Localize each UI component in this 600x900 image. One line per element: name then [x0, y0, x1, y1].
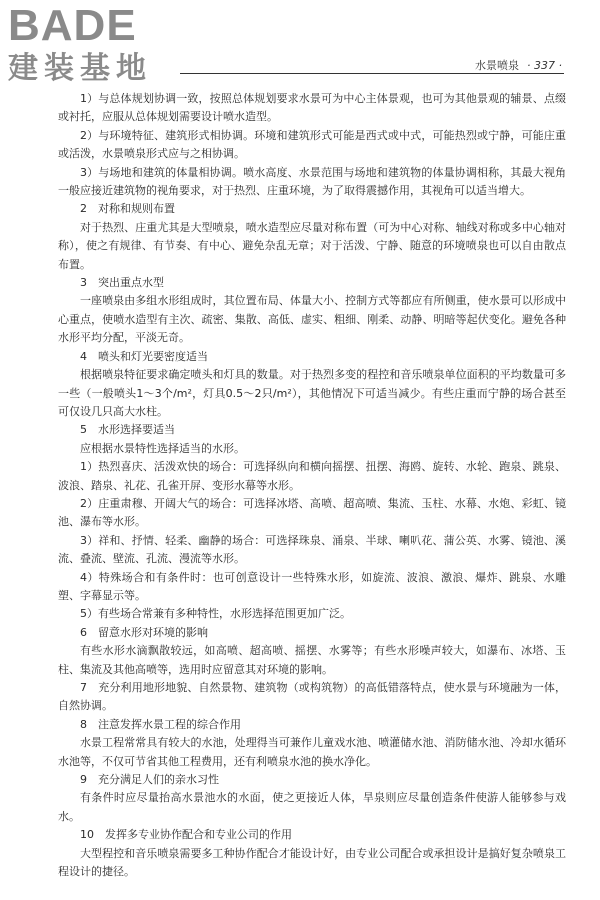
paragraph: 1）热烈喜庆、活泼欢快的场合：可选择纵向和横向摇摆、扭摆、海鸥、旋转、水轮、跑泉、跳泉、波浪、踏泉、礼花、孔雀开屏、变形水幕等水形。: [58, 460, 566, 492]
paragraph: 3）祥和、抒情、轻柔、幽静的场合：可选择珠泉、涌泉、半球、喇叭花、蒲公英、水雾、镜池、溪流、叠流、壁流、孔流、漫流等水形。: [58, 533, 566, 566]
paragraph: 大型程控和音乐喷泉需要多工种协作配合才能设计好，由专业公司配合或承担设计是搞好复杂喷泉工程设计的捷径。: [58, 846, 566, 879]
paragraph: 有条件时应尽量抬高水景池水的水面，使之更接近人体，旱泉则应尽量创造条件使游人能够参与戏水。: [58, 791, 566, 823]
header-rule: [180, 73, 564, 74]
logo-wordmark: BADE: [8, 1, 137, 50]
paragraph: 2）庄重肃穆、开阔大气的场合：可选择冰塔、高喷、超高喷、集流、玉柱、水幕、水炮、彩虹、镜池、瀑布等水形。: [58, 496, 566, 529]
section-heading: 5 水形选择要适当: [80, 423, 175, 437]
paragraph: 5）有些场合常兼有多种特性，水形选择范围更加广泛。: [80, 607, 351, 621]
paragraph: 1）与总体规划协调一致，按照总体规划要求水景可为中心主体景观，也可为其他景观的辅景、点缀或衬托，应服从总体规划需要设计喷水造型。: [58, 92, 566, 124]
section-heading: 6 留意水形对环境的影响: [80, 625, 208, 639]
paragraph: 有些水形水滴飘散较远，如高喷、超高喷、摇摆、水雾等；有些水形噪声较大，如瀑布、冰塔、玉柱、集流及其他高喷等，选用时应留意其对环境的影响。: [58, 644, 566, 676]
chapter-title: 水景喷泉: [475, 59, 520, 72]
paragraph: 4）特殊场合和有条件时：也可创意设计一些特殊水形，如旋流、波浪、激浪、爆炸、跳泉、水雕塑、字幕显示等。: [58, 570, 566, 602]
paragraph: 根据喷泉特征要求确定喷头和灯具的数量。对于热烈多变的程控和音乐喷泉单位面积的平均数量可多一些（一般喷头1～3个/m²，灯具0.5～2只/m²），其他情况下可适当减少。有些庄重而宁静的场合甚至可仅设几只高大水柱。: [58, 368, 566, 418]
page-number: · 337 ·: [527, 59, 562, 72]
section-heading: 4 喷头和灯光要密度适当: [80, 349, 208, 363]
logo-subtitle: 建装基地: [8, 51, 152, 86]
section-heading: 8 注意发挥水景工程的综合作用: [80, 717, 241, 731]
paragraph: 一座喷泉由多组水形组成时，其位置布局、体量大小、控制方式等都应有所侧重，使水景可以形成中心重点，使喷水造型有主次、疏密、集散、高低、虚实、粗细、刚柔、动静、明暗等起伏变化。避免各种水形平均分配，平淡无奇。: [58, 294, 566, 345]
paragraph: 7 充分利用地形地貌、自然景物、建筑物（或构筑物）的高低错落特点，使水景与环境融为一体，自然协调。: [58, 681, 566, 713]
paragraph: 水景工程常常具有较大的水池，处理得当可兼作儿童戏水池、喷灌储水池、消防储水池、冷却水循环水池等，不仅可节省其他工程费用，还有利喷泉水池的换水净化。: [58, 736, 566, 768]
section-heading: 2 对称和规则布置: [80, 202, 175, 216]
paragraph: 2）与环境特征、建筑形式相协调。环境和建筑形式可能是西式或中式，可能热烈或宁静，可能庄重或活泼，水景喷泉形式应与之相协调。: [58, 128, 566, 161]
section-heading: 9 充分满足人们的亲水习性: [80, 773, 219, 787]
section-heading: 10 发挥多专业协作配合和专业公司的作用: [80, 828, 292, 842]
paragraph: 应根据水景特性选择适当的水形。: [80, 441, 245, 455]
brand-logo: [8, 1, 183, 92]
paragraph: 对于热烈、庄重尤其是大型喷泉，喷水造型应尽量对称布置（可为中心对称、轴线对称或多中心轴对称），使之有规律、有节奏、有中心、避免杂乱无章；对于活泼、宁静、随意的环境喷泉也可以自由散点布置。: [58, 220, 566, 271]
paragraph: 3）与场地和建筑的体量相协调。喷水高度、水景范围与场地和建筑物的体量协调相称，其最大视角一般应接近建筑物的视角要求，对于热烈、庄重环境，为了取得震撼作用，其视角可以适当增大。: [58, 165, 566, 198]
section-heading: 3 突出重点水型: [80, 276, 164, 290]
running-header: [475, 57, 562, 73]
body-text: [58, 90, 566, 881]
